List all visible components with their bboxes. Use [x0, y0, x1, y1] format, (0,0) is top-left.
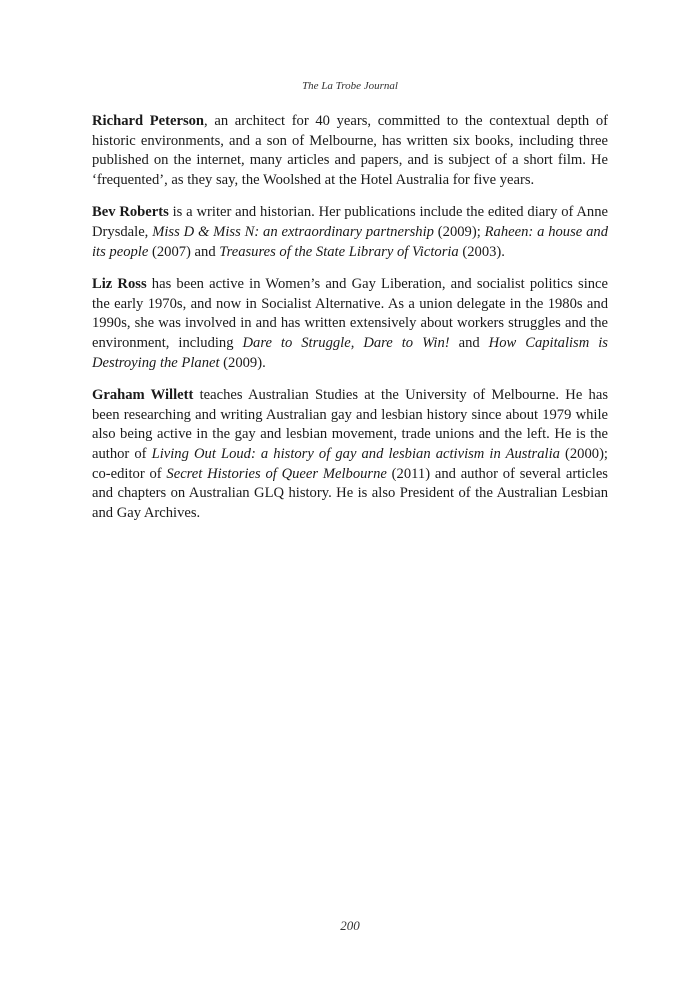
- bio-text: has been active in Women’s and Gay Liberation, and socialist politics since the early 1970s, and now in Socialist Alternative. As a union delegate in the 1980s and 1990s, she was involved in and has written extensively about workers struggles and the environment, including: [92, 276, 608, 351]
- contributor-name: Bev Roberts: [92, 204, 169, 221]
- running-header: The La Trobe Journal: [302, 80, 398, 92]
- contributor-name: Richard Peterson: [92, 113, 205, 129]
- bio-text: (2007) and: [148, 243, 220, 260]
- bio-richard-peterson: [92, 112, 608, 190]
- book-title: Living Out Loud: a history of gay and lesbian activism in Australia: [151, 445, 560, 462]
- bio-text: (2009).: [219, 354, 266, 371]
- bio-text: , an architect for 40 years, committed to the contextual depth of historic environments, and a son of Melbourne, has written six books, including three published on the internet, many articles and papers, and is subject of a short film. He ‘frequented’, as they say, the Woolshed at the Hotel Australia for five years.: [92, 113, 608, 188]
- bio-text: (2003).: [458, 243, 505, 260]
- contributor-notes: [92, 112, 608, 536]
- book-title: How Capitalism is Destroying the Planet: [92, 334, 608, 371]
- bio-text: is a writer and historian. Her publications include the edited diary of Anne Drysdale,: [92, 204, 608, 240]
- contributor-name: Graham Willett: [92, 387, 194, 404]
- book-title: Secret Histories of Queer Melbourne: [166, 465, 387, 482]
- page-number: 200: [340, 918, 360, 933]
- bio-liz-ross: [92, 275, 608, 373]
- bio-text: and: [449, 334, 489, 351]
- book-title: Dare to Struggle, Dare to Win!: [242, 334, 450, 351]
- book-title: Raheen: a house and its people: [92, 223, 608, 260]
- bio-bev-roberts: [92, 203, 608, 262]
- contributor-name: Liz Ross: [92, 276, 147, 293]
- bio-text: (2011) and author of several articles and chapters on Australian GLQ history. He is also President of the Australian Lesbian and Gay Archives.: [92, 465, 608, 521]
- bio-text: teaches Australian Studies at the University of Melbourne. He has been researching and writing Australian gay and lesbian history since about 1979 while also being active in the gay and lesbian movement, trade unions and the left. He is the author of: [92, 387, 608, 462]
- book-title: Miss D & Miss N: an extraordinary partnership: [152, 223, 434, 240]
- bio-text: (2009);: [433, 223, 485, 240]
- bio-text: (2000); co-editor of: [92, 445, 608, 482]
- bio-graham-willett: [92, 386, 608, 523]
- book-title: Treasures of the State Library of Victoria: [219, 243, 459, 260]
